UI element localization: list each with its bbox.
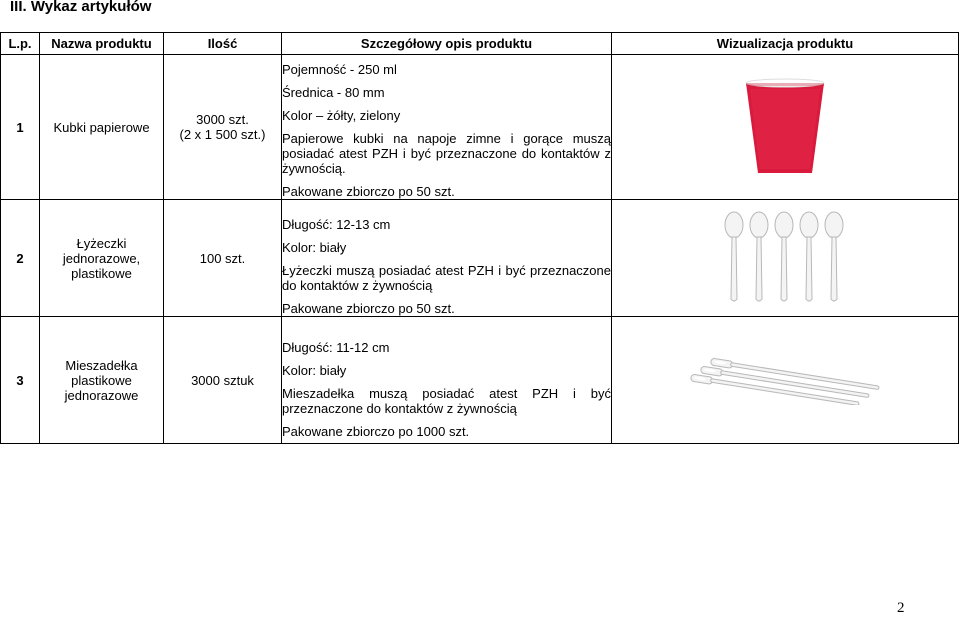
desc-color: Kolor – żółty, zielony bbox=[282, 108, 401, 123]
quantity-text: 3000 sztuk bbox=[191, 372, 254, 388]
row-description bbox=[282, 317, 612, 444]
product-name-line: plastikowe bbox=[71, 265, 132, 281]
product-name-line: jednorazowe bbox=[64, 387, 139, 403]
table-row bbox=[1, 55, 959, 200]
plastic-stirrers-icon bbox=[685, 355, 885, 405]
red-paper-cup-icon bbox=[740, 77, 830, 177]
product-name-line: jednorazowe, bbox=[62, 250, 141, 266]
desc-certification: Łyżeczki muszą posiadać atest PZH i być przeznaczone do kontaktów z żywnością bbox=[282, 262, 611, 293]
desc-diameter: Średnica - 80 mm bbox=[282, 85, 385, 100]
product-name-text: Kubki papierowe bbox=[53, 119, 150, 135]
table-header-row bbox=[1, 33, 959, 55]
row-product-name bbox=[40, 200, 164, 317]
quantity-text: 100 szt. bbox=[199, 250, 246, 266]
row-product-name bbox=[40, 317, 164, 444]
table-row bbox=[1, 200, 959, 317]
quantity-line: 3000 szt. bbox=[196, 112, 249, 127]
desc-length: Długość: 11-12 cm bbox=[282, 339, 390, 355]
plastic-spoons-icon bbox=[720, 211, 850, 305]
row-lp: 3 bbox=[1, 317, 40, 444]
quantity-line: (2 x 1 500 szt.) bbox=[179, 127, 266, 142]
desc-packaging: Pakowane zbiorczo po 50 szt. bbox=[282, 300, 455, 316]
desc-certification: Papierowe kubki na napoje zimne i gorące muszą posiadać atest PZH i być przeznaczone do kontaktów z żywnością. bbox=[282, 131, 611, 176]
product-name-line: plastikowe bbox=[71, 372, 132, 388]
articles-table bbox=[0, 32, 959, 444]
row-product-name bbox=[40, 55, 164, 200]
desc-certification: Mieszadełka muszą posiadać atest PZH i być przeznaczone do kontaktów z żywnością bbox=[282, 385, 611, 416]
row-description bbox=[282, 200, 612, 317]
desc-packaging: Pakowane zbiorczo po 50 szt. bbox=[282, 184, 455, 199]
page-number: 2 bbox=[897, 600, 905, 616]
row-visualization bbox=[612, 200, 959, 317]
desc-color: Kolor: biały bbox=[282, 239, 347, 255]
header-desc: Szczegółowy opis produktu bbox=[282, 33, 612, 55]
row-quantity bbox=[164, 200, 282, 317]
header-vis: Wizualizacja produktu bbox=[612, 33, 959, 55]
desc-packaging: Pakowane zbiorczo po 1000 szt. bbox=[282, 423, 470, 439]
header-name: Nazwa produktu bbox=[40, 33, 164, 55]
row-lp: 1 bbox=[1, 55, 40, 200]
row-lp: 2 bbox=[1, 200, 40, 317]
desc-color: Kolor: biały bbox=[282, 362, 347, 378]
row-quantity bbox=[164, 317, 282, 444]
header-lp: L.p. bbox=[1, 33, 40, 55]
product-name-line: Łyżeczki bbox=[76, 235, 127, 251]
row-visualization bbox=[612, 55, 959, 200]
header-qty: Ilość bbox=[164, 33, 282, 55]
desc-length: Długość: 12-13 cm bbox=[282, 216, 391, 232]
table-row bbox=[1, 317, 959, 444]
row-description bbox=[282, 55, 612, 200]
row-quantity bbox=[164, 55, 282, 200]
row-visualization bbox=[612, 317, 959, 444]
desc-capacity: Pojemność - 250 ml bbox=[282, 62, 397, 77]
section-title: III. Wykaz artykułów bbox=[10, 0, 152, 15]
product-name-line: Mieszadełka bbox=[65, 357, 138, 373]
